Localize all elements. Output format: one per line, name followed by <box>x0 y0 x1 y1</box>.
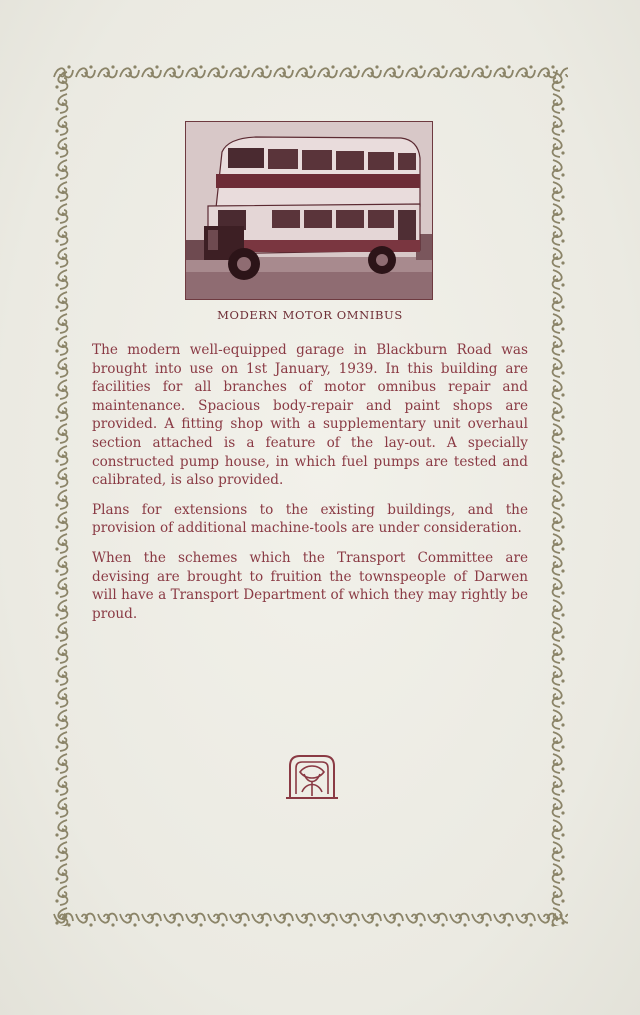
paragraph: Plans for extensions to the existing buildings, and the provision of additional machine-tools are under consideration. <box>92 501 528 537</box>
double-decker-bus-icon <box>186 122 432 299</box>
figure-caption: MODERN MOTOR OMNIBUS <box>217 308 403 322</box>
border-right <box>544 70 568 926</box>
body-text <box>92 341 528 634</box>
border-top <box>52 62 568 84</box>
border-bottom <box>52 906 568 930</box>
border-left <box>52 70 76 926</box>
paragraph: When the schemes which the Transport Committee are devising are brought to fruition the townspeople of Darwen will have a Transport Department of which they may rightly be proud. <box>92 549 528 622</box>
tailpiece-ornament-icon <box>284 752 340 802</box>
bus-photograph <box>185 121 433 300</box>
paragraph: The modern well-equipped garage in Blackburn Road was brought into use on 1st January, 1939. In this building are facilities for all branches of motor omnibus repair and maintenance. Spacious body-repair and paint shops are provided. A fitting shop with a supplementary unit overhaul section attached is a feature of the lay-out. A specially constructed pump house, in which fuel pumps are tested and calibrated, is also provided. <box>92 342 528 489</box>
